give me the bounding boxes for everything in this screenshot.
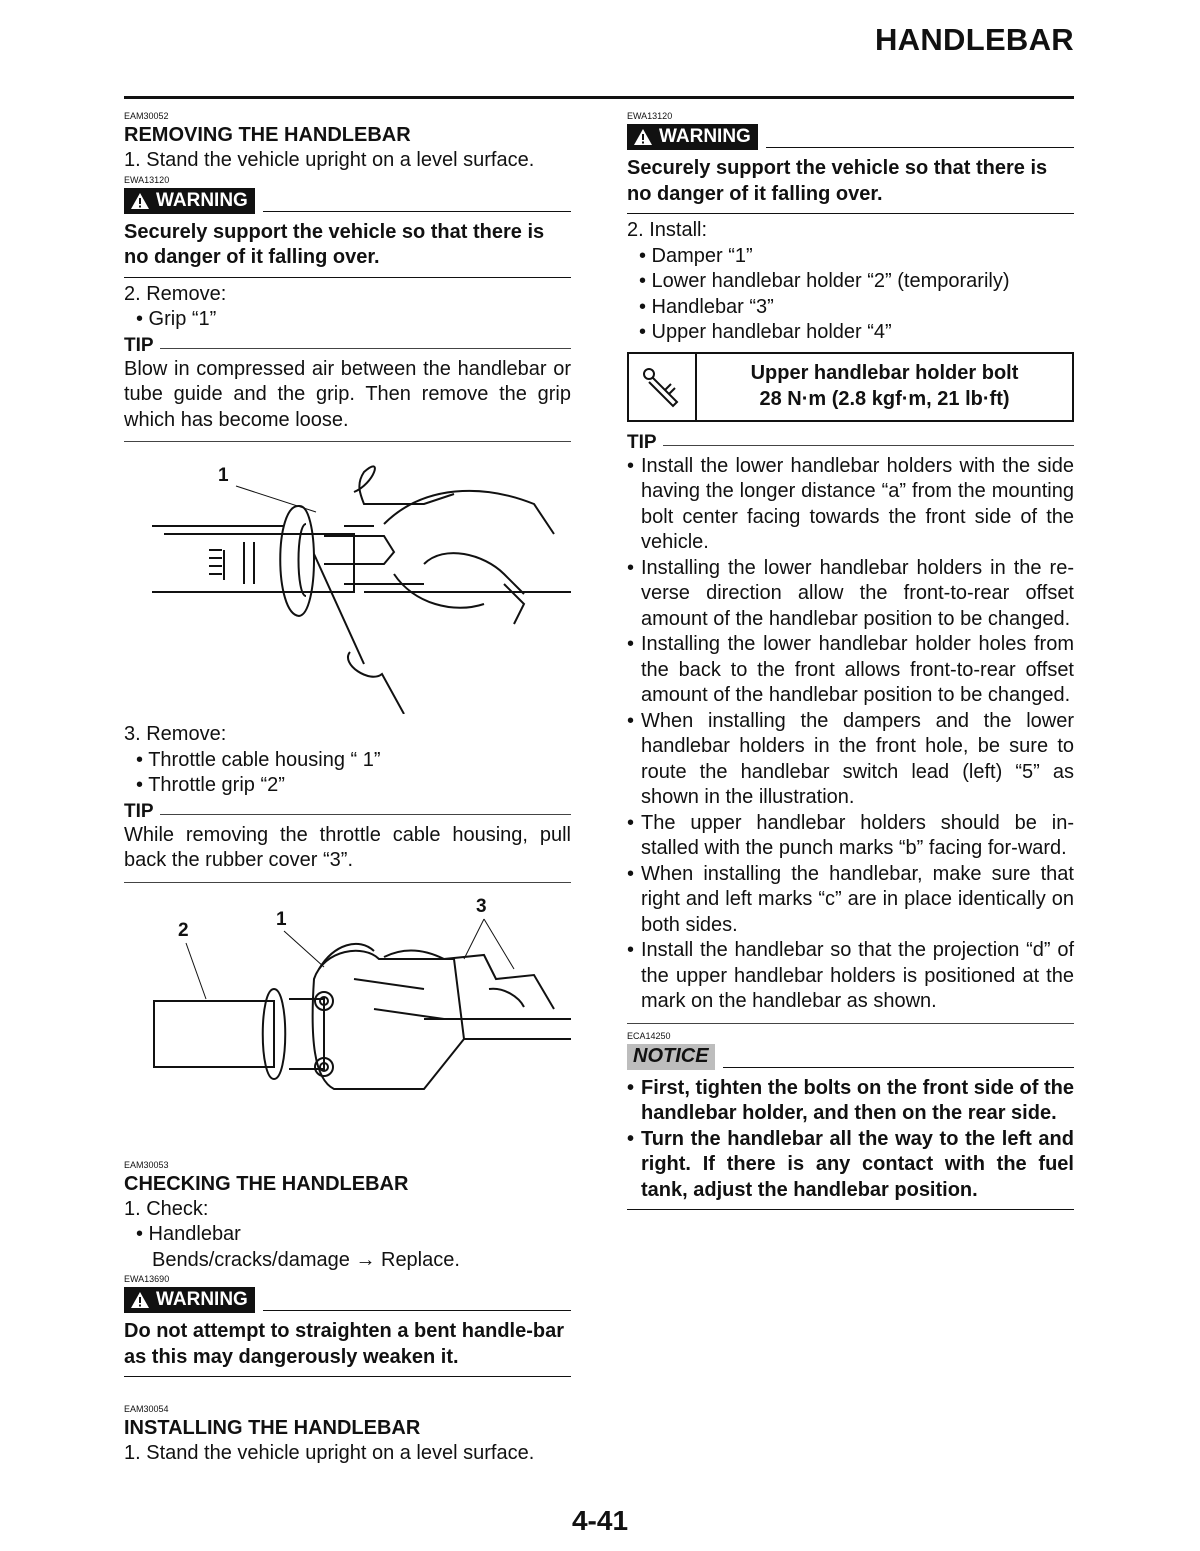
- notice-list: [627, 1070, 1074, 1211]
- step-text: 3. Remove:: [124, 723, 227, 745]
- warning-header: [627, 124, 1074, 150]
- warning-header: [124, 188, 571, 214]
- section-code: EAM30054: [124, 1404, 169, 1414]
- section-code: EAM30052: [124, 111, 169, 121]
- list-item: • Handlebar: [136, 1223, 241, 1245]
- warning-label: WARNING: [156, 189, 248, 211]
- tip-label: TIP: [124, 334, 154, 356]
- callout-1: 1: [218, 465, 229, 486]
- list-item: • Grip “1”: [136, 308, 217, 330]
- warning-text: Securely support the vehicle so that there is no danger of it falling over.: [124, 214, 571, 278]
- warning-code: EWA13690: [124, 1274, 170, 1284]
- callout-2: 2: [178, 919, 189, 941]
- list-item: • When installing the dampers and the lower handlebar holders in the front hole, be sure to route the handlebar switch lead (left) “5” as shown in the illustration.: [627, 709, 1074, 808]
- warning-code: EWA13120: [627, 111, 673, 121]
- list-item: • Upper handlebar holder “4”: [639, 321, 892, 343]
- warning-triangle-icon: [130, 192, 150, 210]
- warning-code: EWA13120: [124, 174, 170, 185]
- warning-text: Do not attempt to straighten a bent handle-bar as this may dangerously weaken it.: [124, 1313, 571, 1377]
- list-item: • Lower handlebar holder “2” (temporarily): [639, 270, 1010, 292]
- list-item: • Installing the lower handlebar holder holes from the back to the front allows front-to-rear offset amount of the handlebar position to be changed.: [627, 633, 1074, 706]
- warning-badge: [124, 188, 255, 214]
- tip-label: TIP: [124, 800, 154, 822]
- throttle-removal-drawing: [124, 889, 571, 1159]
- list-item: • Damper “1”: [639, 244, 753, 267]
- tip-label: TIP: [627, 431, 657, 453]
- warning-badge: [627, 124, 758, 150]
- torque-value: 28 N·m (2.8 kgf·m, 21 lb·ft): [759, 387, 1010, 410]
- notice-badge: NOTICE: [627, 1044, 715, 1070]
- step-text: 2. Remove:: [124, 282, 227, 305]
- step-text: 1. Stand the vehicle upright on a level surface.: [124, 149, 535, 171]
- right-column: [627, 108, 1074, 1210]
- warning-header: [124, 1287, 571, 1313]
- list-item: • When installing the handlebar, make sure that right and left marks “c” are in place identically on both sides.: [627, 862, 1074, 936]
- throttle-removal-illustration: [124, 889, 571, 1159]
- section-code: EAM30053: [124, 1159, 169, 1170]
- notice-header: [627, 1044, 1074, 1070]
- left-column: [124, 108, 571, 1467]
- step-text: 1. Stand the vehicle upright on a level surface.: [124, 1442, 535, 1464]
- torque-wrench-icon: [629, 354, 697, 420]
- warning-text: Securely support the vehicle so that there is no danger of it falling over.: [627, 150, 1074, 214]
- list-item: • The upper handlebar holders should be in-stalled with the punch marks “b” facing for-ward.: [627, 811, 1074, 859]
- section-heading-checking: CHECKING THE HANDLEBAR: [124, 1172, 409, 1195]
- list-item: • Throttle grip “2”: [136, 774, 285, 796]
- tip-header: [124, 335, 571, 357]
- list-item: • Handlebar “3”: [639, 295, 774, 318]
- page-number: 4-41: [571, 1505, 629, 1536]
- callout-3: 3: [476, 895, 487, 917]
- page-title: HANDLEBAR: [874, 22, 1074, 57]
- section-heading-installing: INSTALLING THE HANDLEBAR: [124, 1417, 421, 1439]
- step-text: 1. Check:: [124, 1197, 209, 1220]
- warning-triangle-icon: [130, 1291, 150, 1309]
- section-heading-removing: REMOVING THE HANDLEBAR: [124, 124, 411, 146]
- warning-label: WARNING: [156, 1289, 248, 1310]
- warning-label: WARNING: [659, 126, 751, 147]
- tip-header: [124, 801, 571, 823]
- list-item: • Turn the handlebar all the way to the left and right. If there is any contact with the fuel tank, adjust the handlebar position.: [627, 1127, 1074, 1201]
- torque-title: Upper handlebar holder bolt: [750, 361, 1019, 384]
- header-rule: [124, 96, 1074, 99]
- grip-removal-drawing: [124, 464, 571, 714]
- tip-header: [627, 432, 1074, 454]
- list-item: • First, tighten the bolts on the front side of the handlebar holder, and then on the rear side.: [627, 1076, 1074, 1124]
- warning-triangle-icon: [633, 128, 653, 146]
- list-item: • Throttle cable housing “ 1”: [136, 748, 381, 771]
- tip-text: Blow in compressed air between the handlebar or tube guide and the grip. Then remove the grip which has become loose.: [124, 357, 571, 443]
- tip-list: [627, 454, 1074, 1024]
- notice-code: ECA14250: [627, 1030, 671, 1041]
- warning-badge: [124, 1287, 255, 1313]
- list-item-detail: Bends/cracks/damage → Replace.: [152, 1248, 460, 1271]
- step-text: 2. Install:: [627, 219, 708, 241]
- torque-spec-box: [627, 352, 1074, 422]
- list-item: • Install the lower handlebar holders with the side having the longer distance “a” from the mounting bolt center facing towards the front side of the vehicle.: [627, 454, 1074, 553]
- grip-removal-illustration: [124, 464, 571, 714]
- list-item: • Install the handlebar so that the projection “d” of the upper handlebar holders is positioned at the mark on the handlebar as shown.: [627, 939, 1074, 1012]
- list-item: • Installing the lower handlebar holders in the re-verse direction allow the front-to-rear offset amount of the handlebar position to be changed.: [627, 556, 1074, 630]
- tip-text: While removing the throttle cable housing, pull back the rubber cover “3”.: [124, 823, 571, 883]
- callout-1: 1: [276, 908, 287, 930]
